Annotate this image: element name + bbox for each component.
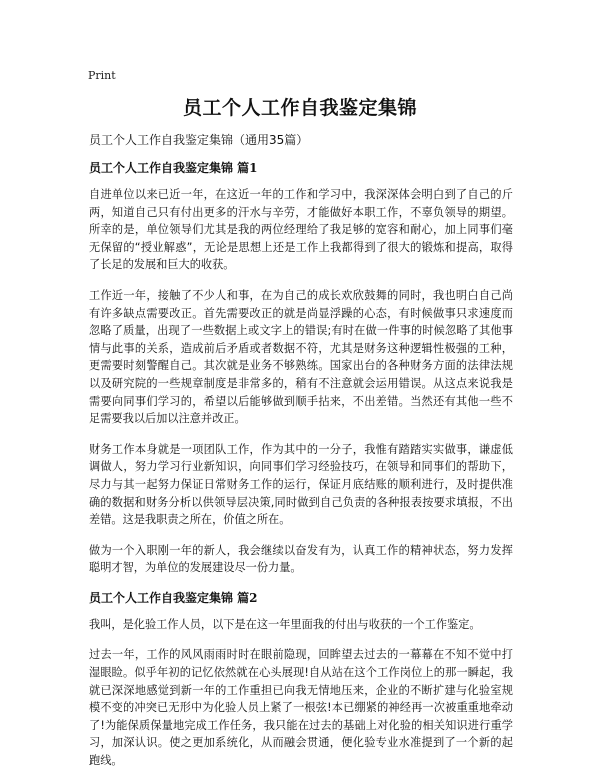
section-1 — [89, 160, 513, 577]
paragraph: 我叫，是化验工作人员，以下是在这一年里面我的付出与收获的一个工作鉴定。 — [89, 617, 481, 631]
paragraph: 工作近一年，接触了不少人和事，在为自己的成长欢欣鼓舞的同时，我也明白自己尚有许多缺点需要改正。首先需要改正的就是尚显浮躁的心态，有时候做事只求速度而忽略了质量，出现了一些数据上或文字上的错误;有时在做一件事的时候忽略了其他事情与此事的关系，造成前后矛盾或者数据不符，尤其是财务这种逻辑性极强的工种，更需要时刻警醒自己。其次就是业务不够熟练。国家出台的各种财务方面的法律法规以及研究院的一些规章制度是非常多的，稍有不注意就会运用错误。从这点来说我是需要向同事们学习的，希望以后能够做到顺手拈来，不出差错。当然还有其他一些不足需要我以后加以注意并改正。 — [89, 288, 513, 426]
paragraph: 财务工作本身就是一项团队工作，作为其中的一分子，我惟有踏踏实实做事，谦虚低调做人，努力学习行业新知识，向同事们学习经验技巧，在领导和同事们的帮助下，尽力与其一起努力保证日常财务工作的运行，保证月底结账的顺利进行，及时提供准确的数据和财务分析以供领导层决策,同时做到自己负责的各种报表按要求填报，不出差错。这是我职责之所在，价值之所在。 — [89, 442, 513, 527]
document-subtitle: 员工个人工作自我鉴定集锦（通用35篇） — [89, 133, 309, 147]
document-title: 员工个人工作自我鉴定集锦 — [182, 97, 417, 119]
print-link[interactable]: Print — [88, 69, 116, 82]
section-2 — [89, 590, 513, 770]
section-heading: 员工个人工作自我鉴定集锦 篇2 — [89, 590, 258, 605]
paragraph: 自进单位以来已近一年，在这近一年的工作和学习中，我深深体会明白到了自己的斤两，知道自己只有付出更多的汗水与辛劳，才能做好本职工作，不辜负领导的期望。所幸的是，单位领导们尤其是我的两位经理给了我足够的宽容和耐心，加上同事们毫无保留的“授业解惑”，无论是思想上还是工作上我都得到了很大的锻炼和提高，取得了长足的发展和巨大的收获。 — [89, 188, 513, 272]
document-body — [89, 132, 513, 783]
section-heading: 员工个人工作自我鉴定集锦 篇1 — [89, 161, 258, 175]
paragraph: 过去一年，工作的风风雨雨时时在眼前隐现，回眸望去过去的一幕幕在不知不觉中打湿眼睑。似乎年初的记忆依然就在心头展现!自从站在这个工作岗位上的那一瞬起，我就已深深地感觉到新一年的工作重担已向我无情地压来，企业的不断扩建与化验室规模不变的冲突已无形中为化验人员上紧了一根弦!本已绷紧的神经再一次被重重地牵动了!为能保质保量地完成工作任务，我只能在过去的基础上对化验的相关知识进行重学习，加深认识。使之更加系统化，从而融会贯通，便化验专业水准提到了一个新的起跑线。 — [89, 648, 513, 768]
paragraph: 做为一个入职刚一年的新人，我会继续以奋发有为，认真工作的精神状态，努力发挥聪明才智，为单位的发展建设尽一份力量。 — [89, 543, 513, 575]
